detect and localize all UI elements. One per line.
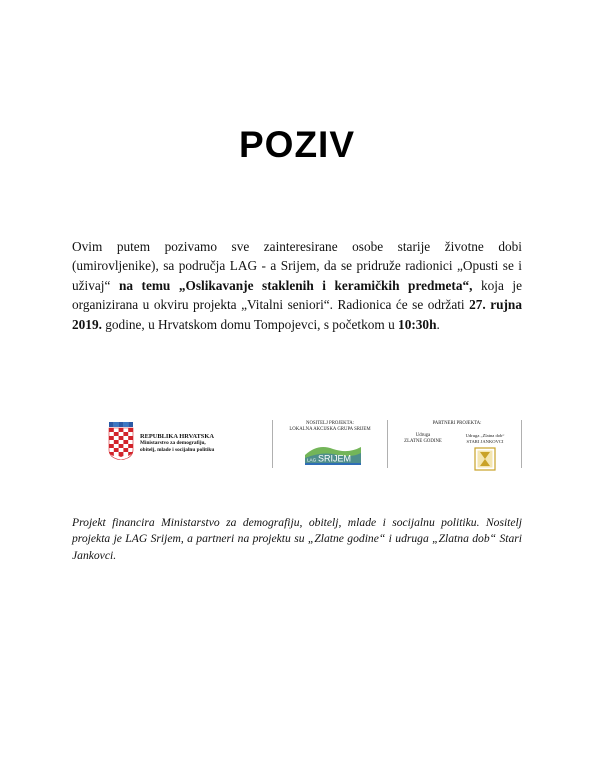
- funding-note: Projekt financira Ministarstvo za demografiju, obitelj, mlade i socijalnu politiku. Nositelj projekta je LAG Srijem, a partneri na projektu su „Zlatne godine“ i udruga „Zlatna dob“ Stari Jankovci.: [72, 516, 522, 562]
- ministry-name-line2: obitelj, mlade i socijalnu politiku: [140, 446, 215, 453]
- project-holder-name: LOKALNA AKCIJSKA GRUPA SRIJEM: [289, 427, 371, 432]
- ministry-text: [140, 434, 214, 453]
- partner2-line1: Udruga „Zlatna dob“: [465, 433, 505, 438]
- project-holder-label: [282, 421, 378, 433]
- ministry-country: REPUBLIKA HRVATSKA: [140, 433, 214, 440]
- invitation-paragraph: [72, 237, 522, 334]
- logo-divider: [272, 420, 273, 468]
- lag-srijem-logo-icon: [303, 443, 363, 467]
- partner-zlatna-dob: [452, 433, 518, 444]
- zlatna-dob-logo-icon: [474, 447, 496, 471]
- body-text-2: koja je organizirana u okviru projekta „Vitalni seniori“. Radionica će se održati: [72, 277, 523, 313]
- lag-big-text: SRIJEM: [318, 453, 352, 464]
- partners-heading: PARTNERI PROJEKTA:: [432, 421, 482, 426]
- partner2-line2: STARI JANKOVCI: [466, 438, 504, 444]
- body-text-3: godine, u Hrvatskom domu Tompojevci, s početkom u: [101, 316, 399, 332]
- body-topic: na temu „Oslikavanje staklenih i keramičkih predmeta“,: [118, 277, 473, 293]
- logo-strip: [100, 416, 524, 476]
- logo-divider: [521, 420, 522, 468]
- partner1-line1: Udruga: [415, 433, 431, 438]
- partner-zlatne-godine: [397, 433, 449, 445]
- logo-divider: [387, 420, 388, 468]
- ministry-name-line1: Ministarstvo za demografiju,: [140, 440, 206, 447]
- body-date: 27. rujna 2019.: [72, 297, 522, 332]
- lag-small-text: LAG: [307, 457, 317, 463]
- page-title: POZIV: [238, 124, 356, 165]
- partner1-line2: ZLATNE GODINE: [404, 439, 442, 444]
- project-holder-heading: NOSITELJ PROJEKTA:: [306, 421, 354, 426]
- croatian-coat-of-arms-icon: [108, 422, 134, 460]
- body-text-4: .: [436, 316, 440, 332]
- body-text-1: Ovim putem pozivamo sve zainteresirane osobe starije životne dobi (umirovljenike), sa područja LAG - a Srijem, da se pridruže radionici „Opusti se i uživaj“: [72, 239, 522, 293]
- body-time: 10:30h: [398, 316, 437, 332]
